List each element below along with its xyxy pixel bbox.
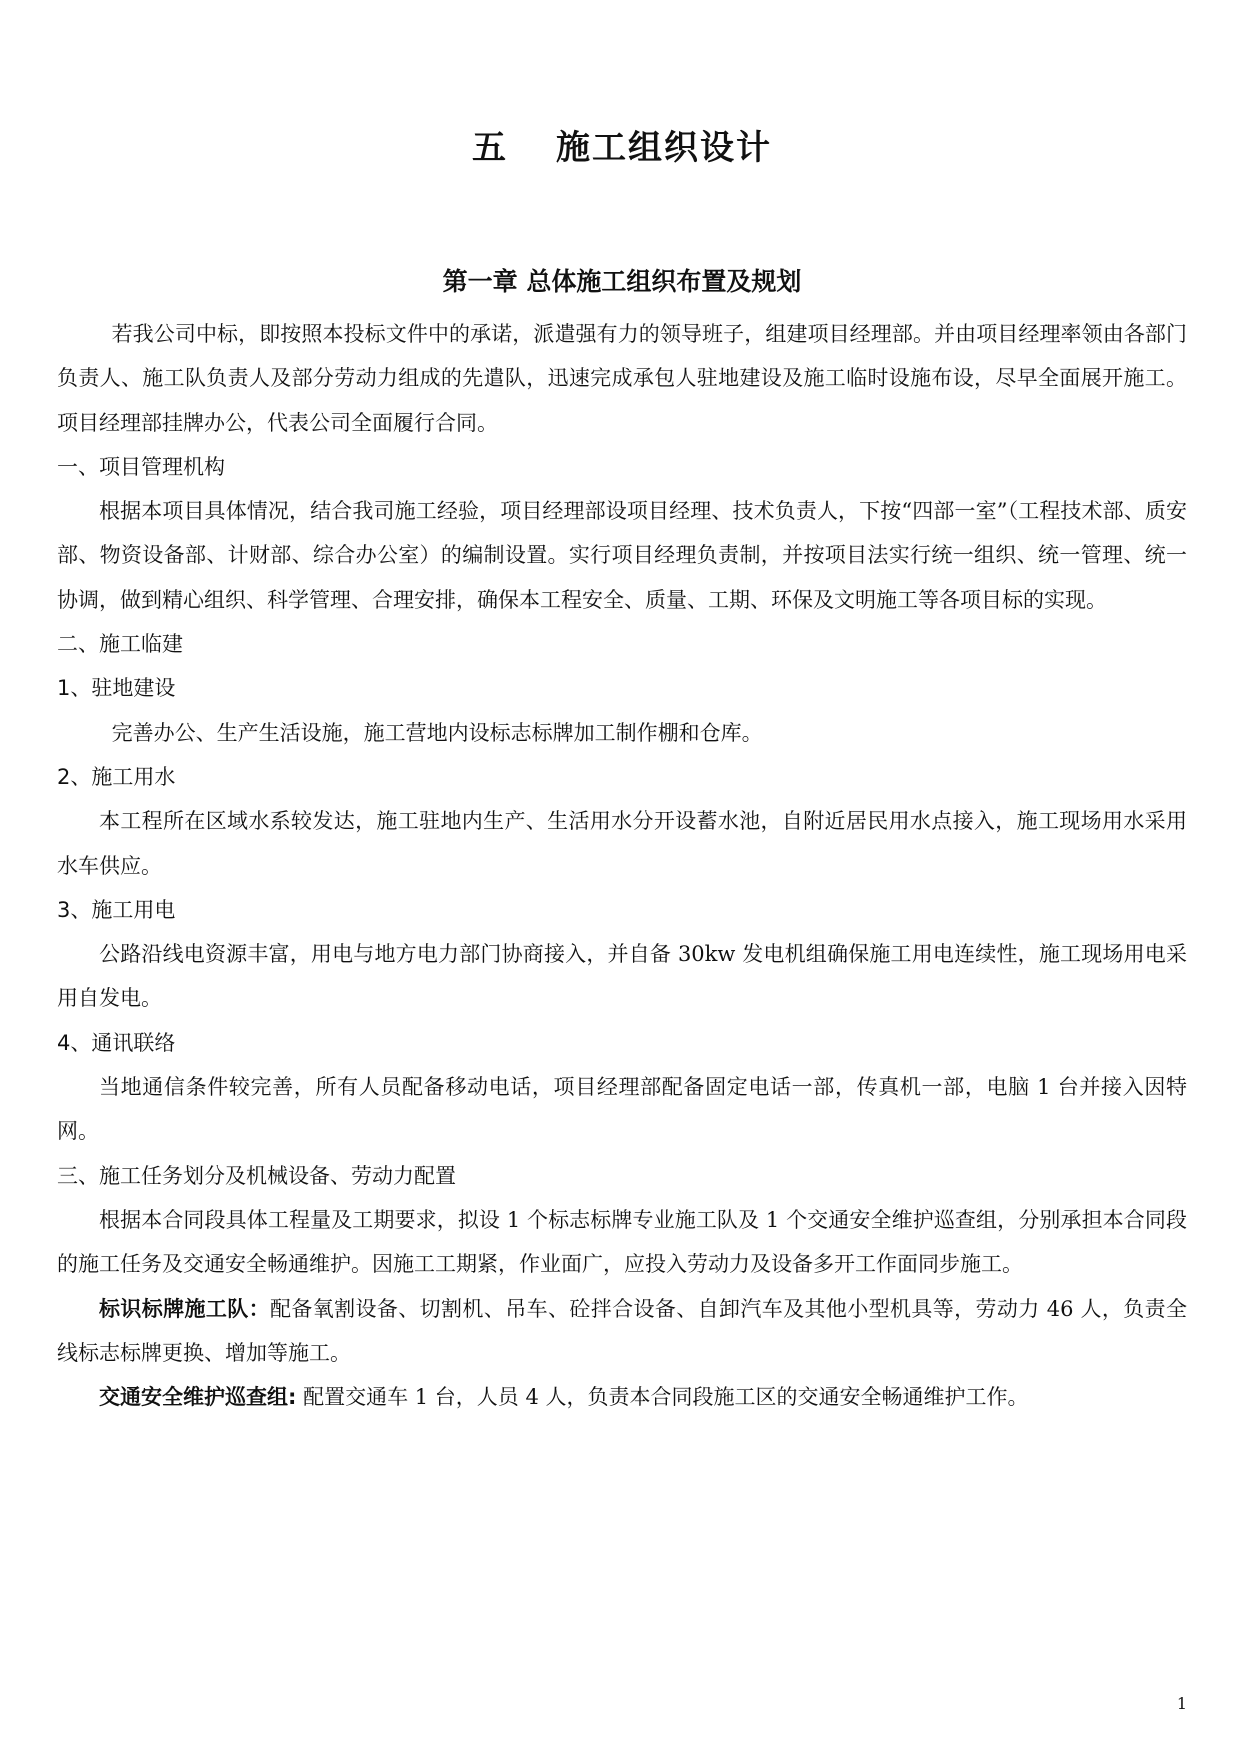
subheading-camp: 1、驻地建设 — [57, 676, 176, 701]
document-page — [57, 0, 1187, 1754]
task-allocation-paragraph: 根据本合同段具体工程量及工期要求，拟设 1 个标志标牌专业施工队及 1 个交通安全维护巡查组，分别承担本合同段的施工任务及交通安全畅通维护。因施工工期紧，作业面广，应投入劳动力及设备多开工作面同步施工。 — [57, 1207, 1187, 1277]
patrol-team-text: 配置交通车 1 台，人员 4 人，负责本合同段施工区的交通安全畅通维护工作。 — [296, 1385, 1029, 1410]
document-title — [57, 120, 1187, 169]
section-heading-task-allocation: 三、施工任务划分及机械设备、劳动力配置 — [57, 1163, 456, 1188]
camp-paragraph: 完善办公、生产生活设施，施工营地内设标志标牌加工制作棚和仓库。 — [111, 720, 763, 745]
power-paragraph: 公路沿线电资源丰富，用电与地方电力部门协商接入，并自备 30kw 发电机组确保施工用电连续性，施工现场用电采用自发电。 — [57, 942, 1187, 1011]
title-number: 五 — [472, 128, 508, 168]
patrol-team-paragraph — [57, 1375, 1187, 1419]
water-paragraph: 本工程所在区域水系较发达，施工驻地内生产、生活用水分开设蓄水池，自附近居民用水点接入，施工现场用水采用水车供应。 — [57, 809, 1187, 878]
intro-paragraph: 若我公司中标，即按照本投标文件中的承诺，派遣强有力的领导班子，组建项目经理部。并由项目经理率领由各部门负责人、施工队负责人及部分劳动力组成的先遣队，迅速完成承包人驻地建设及施工临时设施布设，尽早全面展开施工。项目经理部挂牌办公，代表公司全面履行合同。 — [57, 322, 1187, 435]
section-heading-management: 一、项目管理机构 — [57, 454, 225, 479]
signage-team-text: 配备氧割设备、切割机、吊车、砼拌合设备、自卸汽车及其他小型机具等，劳动力 46 人，负责全线标志标牌更换、增加等施工。 — [57, 1296, 1187, 1365]
signage-team-paragraph — [57, 1287, 1187, 1376]
section-heading-temporary-works: 二、施工临建 — [57, 632, 183, 657]
subheading-communication: 4、通讯联络 — [57, 1030, 176, 1055]
management-paragraph: 根据本项目具体情况，结合我司施工经验，项目经理部设项目经理、技术负责人，下按“四部一室”（工程技术部、质安部、物资设备部、计财部、综合办公室）的编制设置。实行项目经理负责制，并按项目法实行统一组织、统一管理、统一协调，做到精心组织、科学管理、合理安排，确保本工程安全、质量、工期、环保及文明施工等各项目标的实现。 — [57, 499, 1187, 612]
communication-paragraph: 当地通信条件较完善，所有人员配备移动电话，项目经理部配备固定电话一部，传真机一部，电脑 1 台并接入因特网。 — [57, 1075, 1187, 1144]
subheading-water: 2、施工用水 — [57, 764, 176, 789]
document-body — [57, 312, 1187, 1419]
signage-team-label: 标识标牌施工队： — [99, 1296, 271, 1321]
page-number: 1 — [1176, 1694, 1187, 1713]
subheading-power: 3、施工用电 — [57, 897, 176, 922]
patrol-team-label: 交通安全维护巡查组: — [99, 1385, 297, 1410]
chapter-title: 第一章 总体施工组织布置及规划 — [442, 267, 802, 296]
title-text: 施工组织设计 — [556, 128, 772, 168]
